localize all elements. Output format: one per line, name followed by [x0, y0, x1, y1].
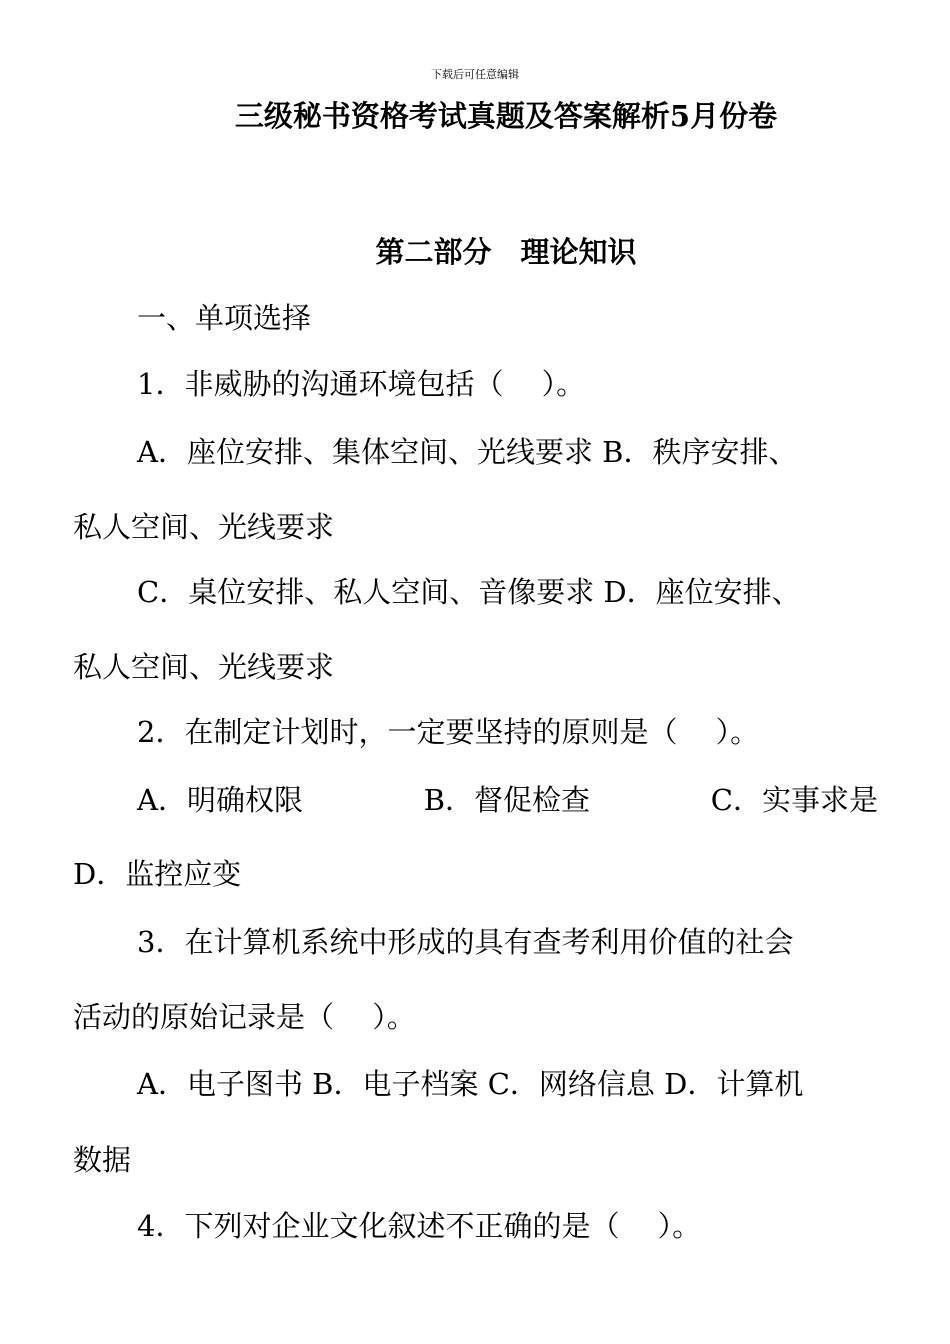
question-3-options-line-2: 数据: [73, 1143, 132, 1177]
document-title: 三级秘书资格考试真题及答案解析5月份卷: [234, 99, 778, 133]
question-1-options-line-2: 私人空间、光线要求: [73, 510, 335, 544]
question-2-option-d: D．监控应变: [73, 857, 242, 891]
question-3-stem-line-1: 3．在计算机系统中形成的具有查考利用价值的社会: [137, 925, 794, 959]
question-2-option-a: A．明确权限: [137, 783, 303, 817]
question-1-stem: 1．非威胁的沟通环境包括（ ）。: [137, 367, 586, 401]
question-2-options-row: [137, 780, 878, 820]
question-2-option-c: C．实事求是: [710, 783, 878, 817]
header-note: 下载后可任意编辑: [431, 68, 519, 81]
subsection-title: 一、单项选择: [137, 301, 312, 335]
question-1-options-line-1: A．座位安排、集体空间、光线要求 B．秩序安排、: [137, 435, 798, 469]
question-1-options-line-3: C．桌位安排、私人空间、音像要求 D．座位安排、: [137, 575, 801, 609]
question-4-stem: 4．下列对企业文化叙述不正确的是（ ）。: [137, 1209, 702, 1243]
question-2-stem: 2．在制定计划时，一定要坚持的原则是（ ）。: [137, 715, 760, 749]
question-1-options-line-4: 私人空间、光线要求: [73, 650, 335, 684]
section-title: 第二部分 理论知识: [375, 235, 637, 269]
question-3-stem-line-2: 活动的原始记录是（ ）。: [73, 1000, 416, 1034]
question-2-option-b: B．督促检查: [423, 783, 591, 817]
question-3-options-line-1: A．电子图书 B．电子档案 C．网络信息 D．计算机: [137, 1067, 804, 1101]
